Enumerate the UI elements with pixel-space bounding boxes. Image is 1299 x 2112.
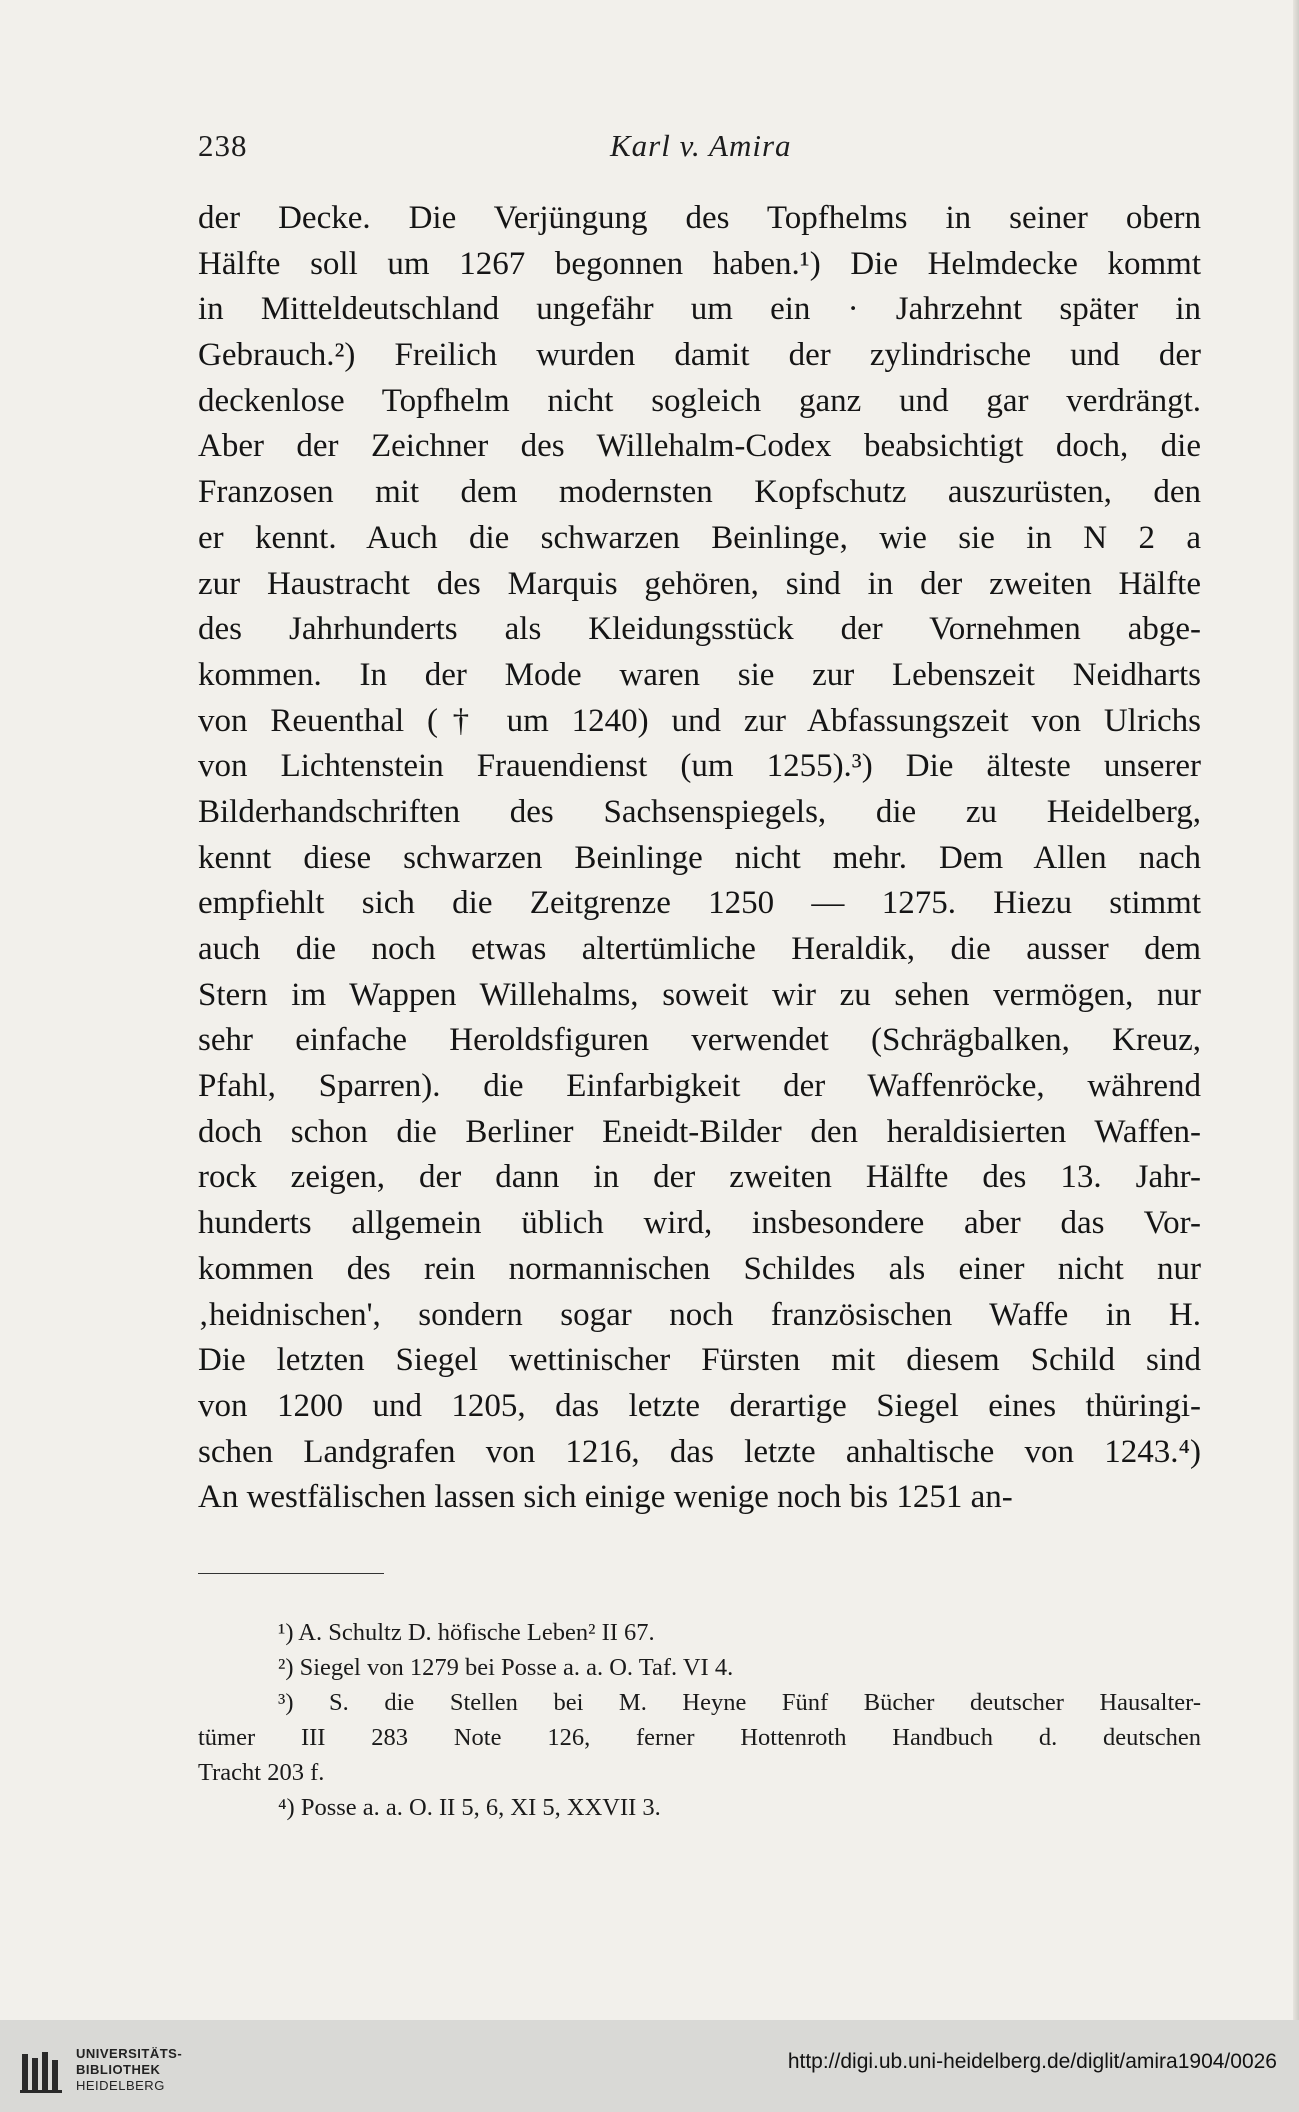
text-line: der Decke. Die Verjüngung des Topfhelms in seiner obern <box>198 200 1201 236</box>
text-line: kommen des rein normannischen Schildes als einer nicht nur <box>198 1250 1201 1287</box>
text-line: sehr einfache Heroldsfiguren verwendet (Schrägbalken, Kreuz, <box>198 1022 1201 1059</box>
text-line: von Reuenthal († um 1240) und zur Abfassungszeit von Ulrichs <box>198 702 1201 739</box>
text-line: Franzosen mit dem modernsten Kopfschutz auszurüsten, den <box>198 474 1201 511</box>
text-line: empfiehlt sich die Zeitgrenze 1250 — 1275. Hiezu stimmt <box>198 885 1201 922</box>
text-line: kennt diese schwarzen Beinlinge nicht mehr. Dem Allen nach <box>198 839 1201 876</box>
page-number: 238 <box>198 128 248 163</box>
text-line: doch schon die Berliner Eneidt-Bilder den heraldisierten Waffen- <box>198 1113 1201 1150</box>
text-line: Gebrauch.²) Freilich wurden damit der zylindrische und der <box>198 337 1201 374</box>
footnote-3: ³) S. die Stellen bei M. Heyne Fünf Bücher deutscher Hausalter- <box>278 1689 1201 1716</box>
text-line: rock zeigen, der dann in der zweiten Hälfte des 13. Jahr- <box>198 1159 1201 1196</box>
footnote-1: ¹) A. Schultz D. höfische Leben² II 67. <box>278 1619 655 1646</box>
footnote-rule <box>198 1573 384 1574</box>
text-line: ‚heidnischen', sondern sogar noch französischen Waffe in H. <box>198 1296 1201 1333</box>
page-edge-shadow <box>1293 0 1299 2020</box>
footnote-4: ⁴) Posse a. a. O. II 5, 6, XI 5, XXVII 3. <box>278 1794 661 1821</box>
text-line: kommen. In der Mode waren sie zur Lebenszeit Neidharts <box>198 656 1201 693</box>
text-line: des Jahrhunderts als Kleidungsstück der Vornehmen abge- <box>198 611 1201 648</box>
library-name-line: UNIVERSITÄTS- <box>76 2046 183 2061</box>
source-url-link[interactable]: http://digi.ub.uni-heidelberg.de/diglit/amira1904/0026 <box>787 2050 1277 2073</box>
text-line: hunderts allgemein üblich wird, insbesondere aber das Vor- <box>198 1205 1201 1242</box>
text-line: schen Landgrafen von 1216, das letzte anhaltische von 1243.⁴) <box>198 1433 1201 1470</box>
running-head: Karl v. Amira <box>610 128 792 163</box>
text-line: auch die noch etwas altertümliche Heraldik, die ausser dem <box>198 931 1201 967</box>
text-line: er kennt. Auch die schwarzen Beinlinge, wie sie in N 2 a <box>198 519 1201 556</box>
library-name-line: BIBLIOTHEK <box>76 2062 161 2077</box>
body-text <box>198 196 1201 1521</box>
text-line: in Mitteldeutschland ungefähr um ein · Jahrzehnt später in <box>198 291 1201 328</box>
text-line: zur Haustracht des Marquis gehören, sind in der zweiten Hälfte <box>198 565 1201 602</box>
text-line: Bilderhandschriften des Sachsenspiegels, die zu Heidelberg, <box>198 793 1201 830</box>
library-name <box>76 2046 182 2094</box>
footnote-2: ²) Siegel von 1279 bei Posse a. a. O. Taf. VI 4. <box>278 1654 734 1681</box>
text-line: An westfälischen lassen sich einige wenige noch bis 1251 an- <box>198 1479 1013 1516</box>
library-name-line: HEIDELBERG <box>76 2078 165 2093</box>
text-line: Aber der Zeichner des Willehalm-Codex beabsichtigt doch, die <box>198 428 1201 465</box>
text-line: Die letzten Siegel wettinischer Fürsten mit diesem Schild sind <box>198 1342 1201 1379</box>
footnote-3-continuation: Tracht 203 f. <box>198 1759 325 1786</box>
text-line: von Lichtenstein Frauendienst (um 1255).³) Die älteste unserer <box>198 748 1201 785</box>
library-footer <box>0 2020 1299 2112</box>
footnote-3-continuation: tümer III 283 Note 126, ferner Hottenroth Handbuch d. deutschen <box>198 1724 1201 1751</box>
page-header <box>198 128 1201 178</box>
text-line: von 1200 und 1205, das letzte derartige Siegel eines thüringi- <box>198 1387 1201 1424</box>
text-line: deckenlose Topfhelm nicht sogleich ganz und gar verdrängt. <box>198 382 1201 419</box>
text-line: Pfahl, Sparren). die Einfarbigkeit der Waffenröcke, während <box>198 1068 1201 1105</box>
text-line: Stern im Wappen Willehalms, soweit wir zu sehen vermögen, nur <box>198 976 1201 1013</box>
text-line: Hälfte soll um 1267 begonnen haben.¹) Die Helmdecke kommt <box>198 245 1201 282</box>
footnotes <box>198 1615 1201 1825</box>
university-library-logo-icon <box>18 2048 66 2096</box>
